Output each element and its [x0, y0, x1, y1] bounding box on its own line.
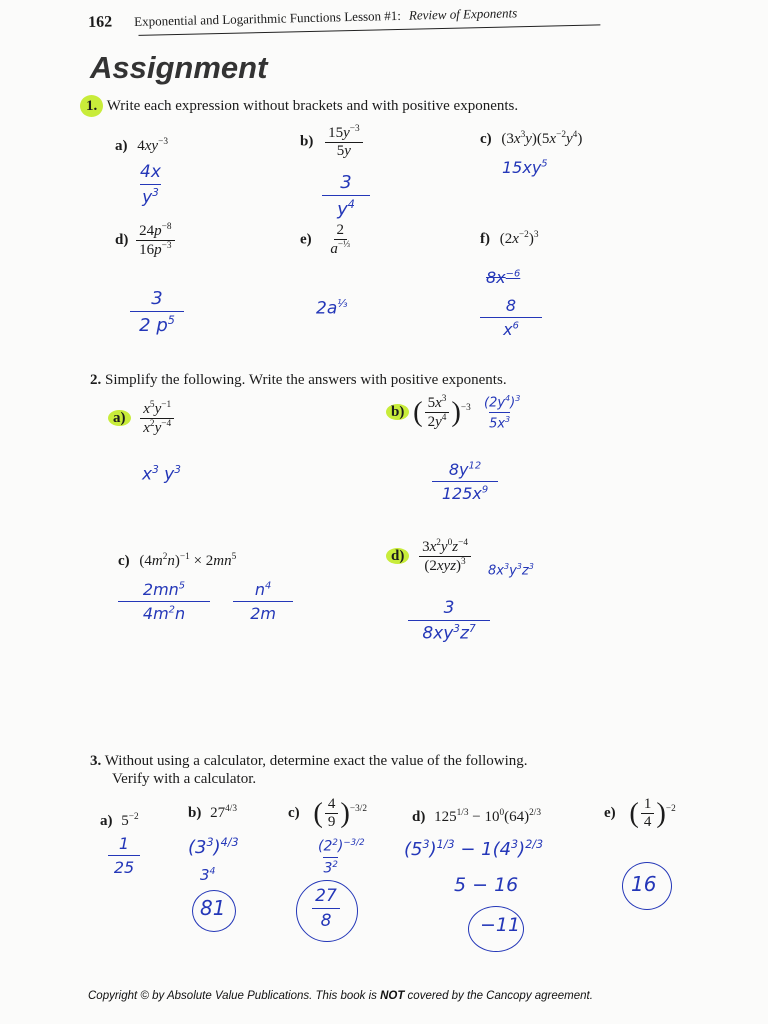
header-subtitle: Review of Exponents — [408, 5, 518, 23]
q3c-expr: c) ( $\frac{4}{9}$ )$^{-3/2}$ — [288, 796, 368, 831]
q1b-answer: $\frac{3}{y^4}$ — [322, 172, 370, 220]
q3c-working: ( $\frac{2^2}{3^2}$ )$^{-3/2}$ — [318, 838, 365, 877]
q1f-expr: f) $(2x^{-2})^3$ — [480, 230, 539, 247]
page-header — [88, 2, 608, 40]
q2-number: 2. — [90, 372, 102, 388]
q2d-label: d) — [386, 548, 409, 564]
q1-header — [80, 98, 518, 115]
footer-text-after: covered by the Cancopy agreement. — [404, 990, 593, 1002]
q1d-expr: d) $\frac{24p^{-8}}{16p^{-3}}$ — [115, 222, 177, 260]
q1d-answer: $\frac{3}{2 p^5}$ — [130, 288, 184, 336]
q1a-expr: a) $4xy^{-3}$ — [115, 137, 168, 154]
q2a-label: a) — [108, 410, 131, 426]
q2b-answer: $\frac{8y^{12}}{125x^9}$ — [432, 460, 498, 503]
q1a-answer: $\frac{4x}{y^3}$ — [140, 162, 161, 208]
q1-number: 1. — [80, 95, 103, 117]
q3c-label: c) — [288, 805, 300, 822]
q3b-working: $(3^3)^{4/3}$ — [188, 836, 239, 858]
q3b-step: $3^4$ — [200, 866, 216, 884]
q1c-expr: c) $(3x^3y)(5x^{-2}y^4)$ — [480, 130, 583, 147]
q2a-expr: a) $\frac{x^5y^{-1}}{x^2y^{-4}}$ — [108, 400, 176, 438]
q3d-answer: −11 — [480, 914, 521, 936]
q2d-answer: $\frac{3}{8xy^3z^7}$ — [408, 598, 490, 644]
q3d-working: $(5^3)^{1/3} - 1(4^3)^{2/3}$ — [404, 838, 544, 860]
q3d-expr: d) $125^{1/3} - 10^0(64)^{2/3}$ — [412, 808, 541, 825]
header-title: Exponential and Logarithmic Functions Lesson #1: — [134, 7, 402, 29]
q1-text: Write each expression without brackets and with positive exponents. — [106, 98, 519, 114]
q2b-expr: b) ( $\frac{5x^3}{2y^4}$ )$^{-3}$ — [386, 394, 471, 432]
q3-number: 3. — [90, 753, 102, 769]
q2-header — [90, 372, 507, 389]
q3b-answer: 81 — [200, 896, 226, 920]
q3d-step: 5 − 16 — [454, 874, 519, 896]
q1a-label: a) — [115, 138, 128, 154]
q1f-working: $8x^{-6}$ — [486, 268, 521, 287]
q2-text: Simplify the following. Write the answers with positive exponents. — [105, 372, 507, 388]
q3e-expr: e) ( $\frac{1}{4}$ )$^{-2}$ — [604, 796, 676, 831]
footer-text-before: Copyright © by Absolute Value Publications. This book is — [88, 990, 381, 1002]
q2a-answer: $x^3$ $y^3$ — [142, 464, 181, 485]
q1b-expr: b) $\frac{15y^{-3}}{5y}$ — [300, 124, 365, 161]
q3a-expr: a) $5^{-2}$ — [100, 812, 139, 829]
q1e-label: e) — [300, 231, 312, 248]
q2d-working: $8x^3y^3z^3$ — [488, 562, 534, 579]
q3b-expr: b) $27^{4/3}$ — [188, 804, 237, 821]
q1e-answer: $2a^{\frac{1}{3}}$ — [316, 298, 348, 319]
q2b-label: b) — [386, 404, 409, 420]
q2b-working: ( $\frac{2y^4}{5x^3}$ )$^3$ — [484, 394, 521, 432]
q3e-label: e) — [604, 805, 616, 822]
q1f-answer: $\frac{8}{x^6}$ — [480, 296, 542, 339]
q2d-expr: d) $\frac{3x^2y^0z^{-4}}{(2xyz)^3}$ — [386, 538, 473, 576]
q3-text-line1: Without using a calculator, determine exact the value of the following. — [104, 753, 528, 769]
q1f-label: f) — [480, 231, 490, 247]
q1e-expr: e) $\frac{2}{a^{-\frac{1}{3}}}$ — [300, 222, 351, 258]
q2c-label: c) — [118, 553, 130, 569]
q3b-label: b) — [188, 805, 202, 821]
q1c-label: c) — [480, 131, 492, 147]
q2c-answer: $\frac{2mn^5}{4m^2n}$ $\frac{n^4}{2m}$ — [118, 580, 293, 623]
q3d-label: d) — [412, 809, 426, 825]
q3a-answer: $\frac{1}{25}$ — [108, 834, 140, 877]
q3-header — [90, 752, 528, 788]
page-number: 162 — [88, 13, 113, 31]
q1d-label: d) — [115, 232, 129, 249]
q2c-expr: c) $(4m^2n)^{-1} \times 2mn^5$ — [118, 552, 237, 569]
q1c-answer: $15xy^5$ — [502, 158, 548, 177]
q1b-label: b) — [300, 133, 314, 150]
footer-emphasis: NOT — [380, 990, 405, 1002]
q3-text-line2: Verify with a calculator. — [112, 771, 257, 787]
copyright-footer — [88, 990, 593, 1002]
q3e-answer: 16 — [631, 872, 657, 896]
q3c-answer: $\frac{27}{8}$ — [312, 886, 340, 931]
section-title: Assignment — [90, 50, 268, 85]
q3a-label: a) — [100, 813, 113, 829]
